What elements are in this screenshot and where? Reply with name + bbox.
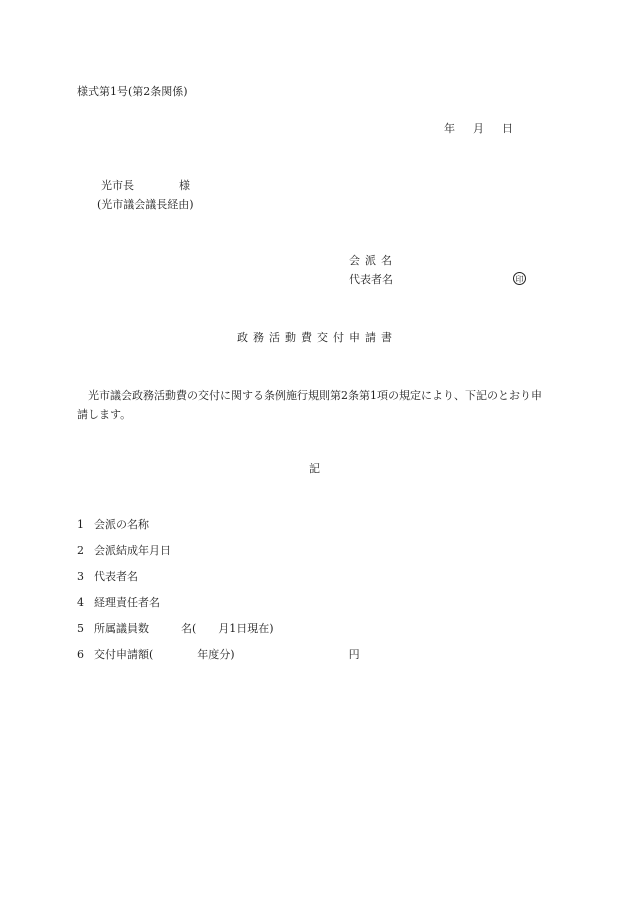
item-number: 5 xyxy=(77,622,84,635)
item-label: 会派の名称 xyxy=(94,518,149,531)
body-paragraph: 光市議会政務活動費の交付に関する条例施行規則第2条第1項の規定により、下記のとおり申請します。 xyxy=(77,389,542,421)
item-number: 4 xyxy=(77,596,84,609)
item-label: 経理責任者名 xyxy=(94,596,160,609)
item-number: 6 xyxy=(77,648,84,661)
seal-mark-icon: 印 xyxy=(513,272,526,285)
addressee-honorific: 様 xyxy=(179,179,190,192)
faction-name-label: 会派名 xyxy=(349,254,397,267)
list-item xyxy=(77,518,149,532)
item-number: 2 xyxy=(77,544,84,557)
addressee-via: (光市議会議長経由) xyxy=(97,198,194,211)
currency-unit: 円 xyxy=(348,648,360,661)
item-number: 1 xyxy=(77,518,84,531)
item-label: 会派結成年月日 xyxy=(94,544,171,557)
representative-label: 代表者名 xyxy=(349,273,393,286)
date-month: 月 xyxy=(473,122,484,135)
item-label: 所属議員数 xyxy=(94,622,149,635)
addressee xyxy=(101,179,190,193)
list-item xyxy=(77,570,138,584)
list-item xyxy=(77,622,274,636)
date-day: 日 xyxy=(502,122,513,135)
fiscal-year-suffix: 年度分) xyxy=(197,648,235,661)
form-number: 様式第1号(第2条関係) xyxy=(77,85,188,98)
item-number: 3 xyxy=(77,570,84,583)
document-title: 政務活動費交付申請書 xyxy=(237,331,397,344)
date-line xyxy=(444,122,513,136)
list-item xyxy=(77,596,160,610)
item-label: 交付申請額( xyxy=(94,648,154,661)
list-item xyxy=(77,648,360,662)
list-item xyxy=(77,544,171,558)
item-label: 代表者名 xyxy=(94,570,138,583)
member-unit: 名( xyxy=(181,622,197,635)
member-date-suffix: 月1日現在) xyxy=(218,622,274,635)
date-year: 年 xyxy=(444,122,455,135)
ki-heading: 記 xyxy=(309,462,320,475)
addressee-name: 光市長 xyxy=(101,179,134,192)
